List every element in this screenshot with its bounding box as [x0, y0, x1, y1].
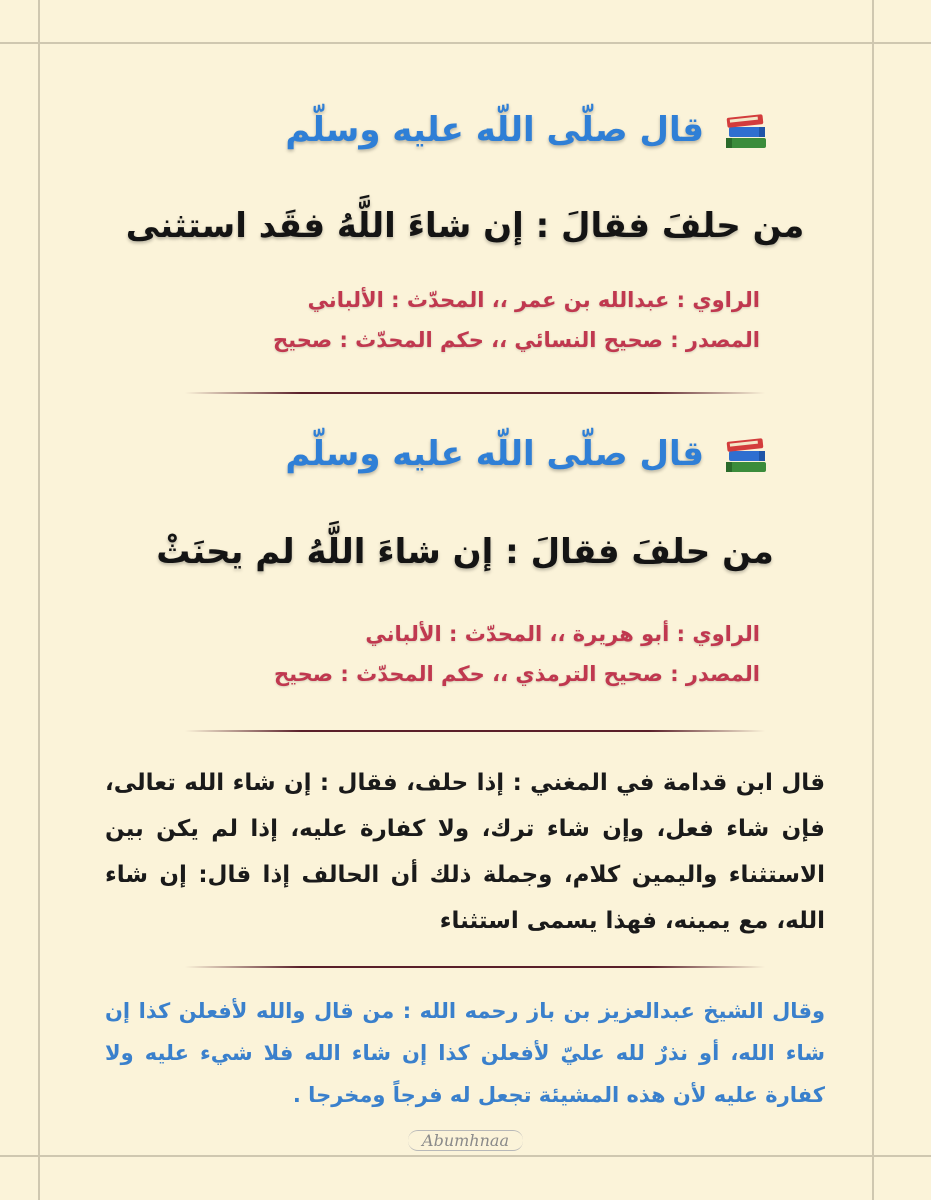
narrator-line: الراوي : أبو هريرة ،، المحدّث : الألباني: [365, 622, 760, 646]
divider: [185, 966, 765, 968]
heading-text: قال صلّى اللّه عليه وسلّم: [285, 110, 704, 150]
section-heading: [285, 432, 770, 476]
frame-line-bottom: [0, 1155, 931, 1157]
ibn-qudamah-paragraph: قال ابن قدامة في المغني : إذا حلف، فقال : إن شاء الله تعالى، فإن شاء فعل، وإن شاء ترك، ولا كفارة عليه، إذا لم يكن بين الاستثناء واليمين كلام، وجملة ذلك أن الحالف إذا قال: إن شاء الله، مع يمينه، فهذا يسمى استثناء: [105, 770, 825, 934]
divider: [185, 730, 765, 732]
section-heading: [285, 108, 770, 152]
heading-text: قال صلّى اللّه عليه وسلّم: [285, 434, 704, 474]
hadith-meta: [100, 280, 760, 360]
hadith-text: من حلفَ فقالَ : إن شاءَ اللَّهُ فقَد استثنى: [125, 206, 805, 246]
frame-line-right: [872, 0, 874, 1200]
frame-line-left: [38, 0, 40, 1200]
signature-text: Abumhnaa: [408, 1130, 523, 1151]
books-icon: [722, 432, 770, 476]
signature-watermark: [0, 1130, 931, 1151]
hadith-text: من حلفَ فقالَ : إن شاءَ اللَّهُ لم يحنَثْ: [156, 532, 774, 572]
divider: [185, 392, 765, 394]
frame-line-top: [0, 42, 931, 44]
books-icon: [722, 108, 770, 152]
narrator-line: الراوي : عبدالله بن عمر ،، المحدّث : الألباني: [307, 288, 760, 312]
source-line: المصدر : صحيح الترمذي ،، حكم المحدّث : صحيح: [273, 662, 760, 686]
hadith-meta: [100, 614, 760, 694]
source-line: المصدر : صحيح النسائي ،، حكم المحدّث : صحيح: [273, 328, 760, 352]
ibn-baz-paragraph: وقال الشيخ عبدالعزيز بن باز رحمه الله : من قال والله لأفعلن كذا إن شاء الله، أو نذرٌ لله عليّ لأفعلن كذا إن شاء الله فلا شيء عليه ولا كفارة عليه لأن هذه المشيئة تجعل له فرجاً ومخرجا .: [105, 999, 825, 1107]
